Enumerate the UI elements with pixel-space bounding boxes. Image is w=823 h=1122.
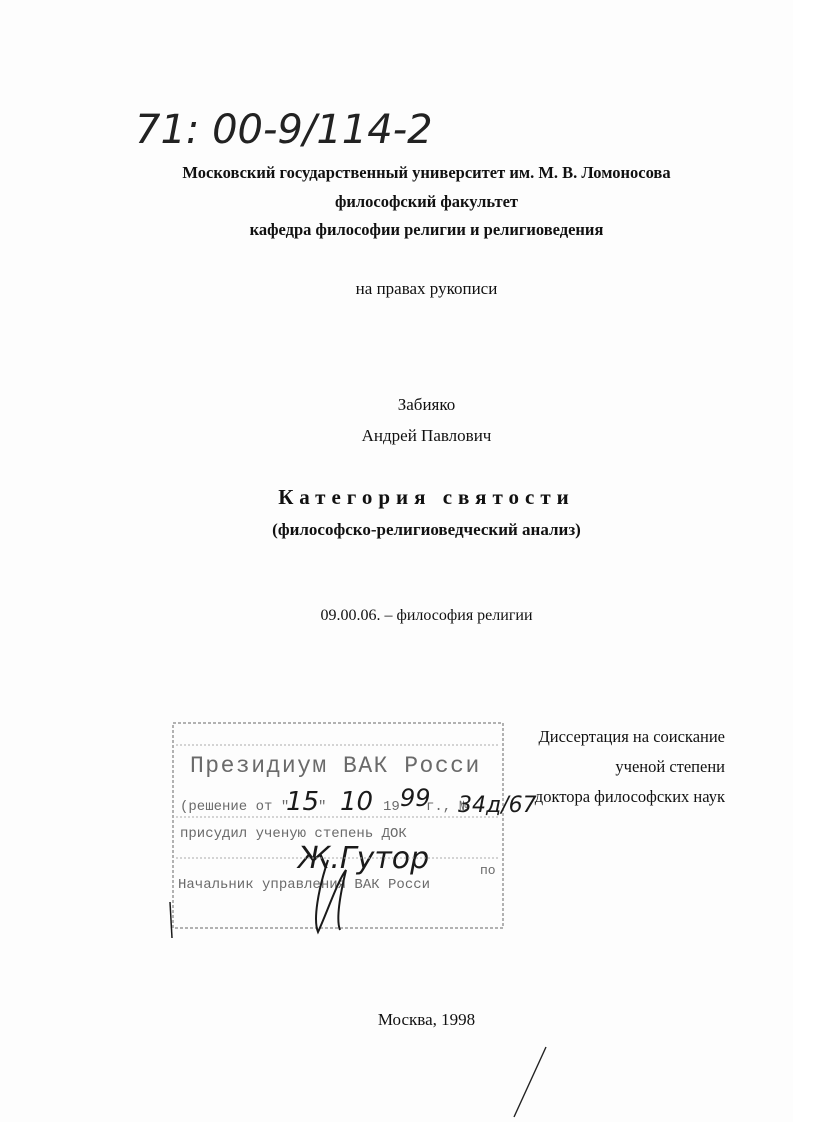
university-name: Московский государственный университет им. М. В. Ломоносова	[182, 163, 671, 182]
stamp-decision-number: 34д/67	[458, 793, 537, 818]
handwritten-registration-code	[135, 98, 465, 158]
author-given-names: Андрей Павлович	[361, 426, 492, 445]
stamp-decision-number-prefix: г., №	[426, 799, 469, 815]
thesis-subtitle: (философско-религиоведческий анализ)	[272, 520, 581, 539]
stamp-decision-day: 15	[286, 787, 320, 817]
stamp-signature-scribble: Ж.Гутор	[298, 841, 430, 876]
thesis-title: Категория святости	[278, 485, 575, 509]
stamp-decision-quote: "	[318, 799, 327, 815]
stamp-decision-prefix: (решение от "	[180, 799, 290, 815]
stamp-decision-year: 99	[400, 784, 431, 812]
degree-note-line-1: Диссертация на соискание	[538, 727, 725, 746]
manuscript-note: на правах рукописи	[355, 279, 498, 298]
stamp-heading: Президиум ВАК Росси	[190, 753, 481, 779]
degree-note-line-2: ученой степени	[615, 757, 725, 776]
city-year: Москва, 1998	[377, 1010, 476, 1029]
stamp-footer-text: Начальник управления ВАК Росси	[178, 877, 431, 893]
degree-note-line-3: доктора философских наук	[534, 787, 725, 806]
stamp-decision-year-prefix: 19	[383, 799, 400, 815]
vak-stamp	[168, 720, 537, 940]
stamp-edge-mark	[170, 902, 172, 938]
stamp-awarded-text: присудил ученую степень ДОК	[180, 826, 407, 842]
degree-note	[535, 722, 725, 812]
stamp-decision-month: 10	[340, 787, 374, 817]
scan-pen-mark	[510, 1045, 550, 1120]
registration-code-text: 71: 00-9/114-2	[135, 107, 433, 153]
department-name: кафедра философии религии и религиоведения	[249, 220, 604, 239]
author-surname: Забияко	[397, 395, 456, 414]
specialty-code: 09.00.06. – философия религии	[320, 607, 533, 624]
faculty-name: философский факультет	[334, 192, 519, 211]
stamp-footer-suffix: по	[480, 863, 496, 878]
